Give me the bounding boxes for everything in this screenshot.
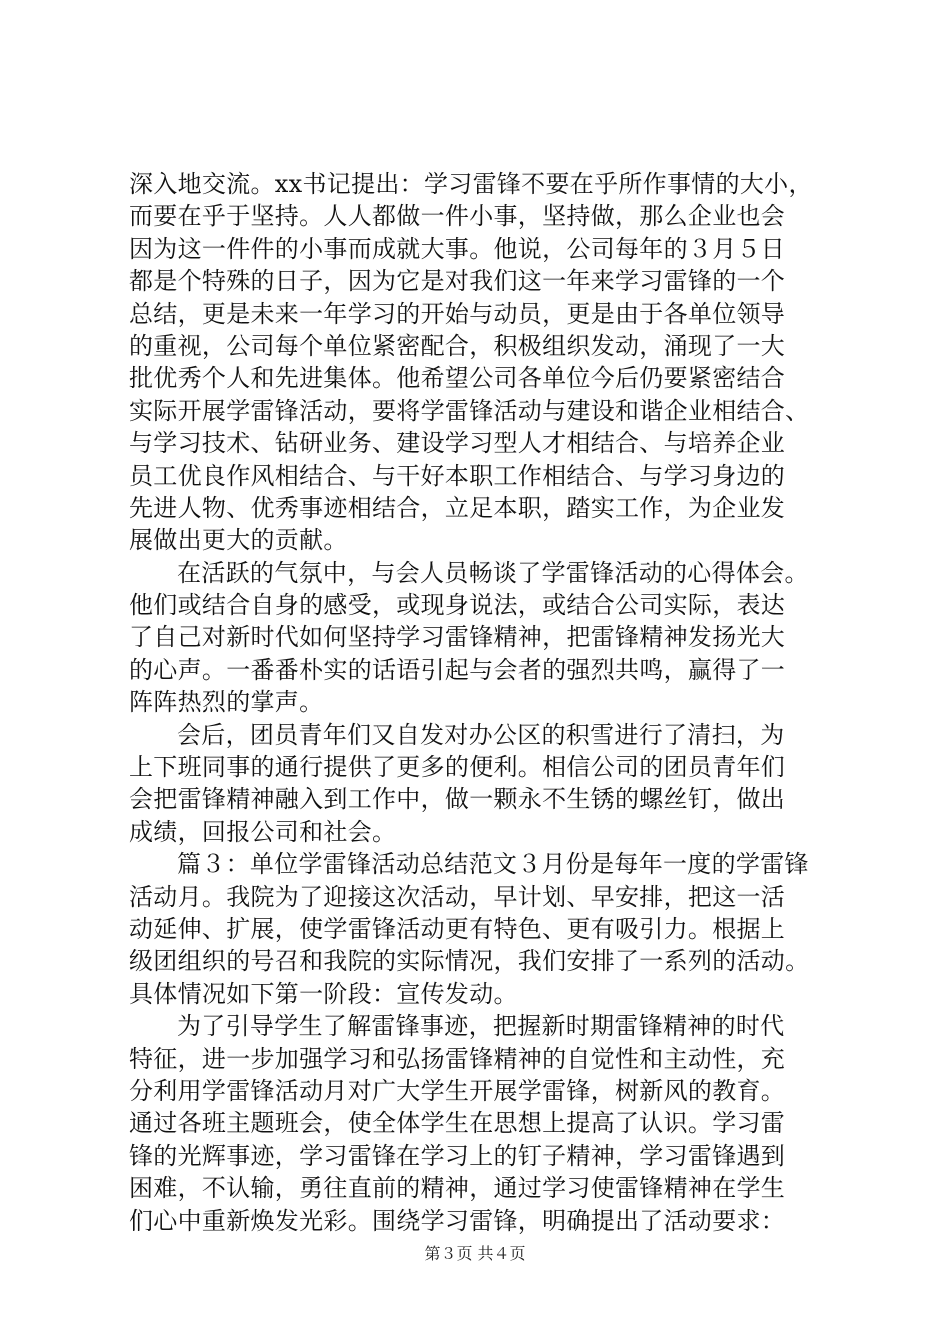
text-line: 都是个特殊的日子，因为它是对我们这一年来学习雷锋的一个: [129, 267, 786, 296]
text-line: 阵阵热烈的掌声。: [129, 688, 324, 717]
text-line: 在活跃的气氛中，与会人员畅谈了学雷锋活动的心得体会。: [177, 558, 809, 587]
text-line: 实际开展学雷锋活动，要将学雷锋活动与建设和谐企业相结合、: [129, 396, 810, 425]
text-line: 的重视，公司每个单位紧密配合，积极组织发动，涌现了一大: [129, 331, 786, 360]
text-line: 特征，进一步加强学习和弘扬雷锋精神的自觉性和主动性，充: [129, 1044, 786, 1073]
text-line: 的心声。一番番朴实的话语引起与会者的强烈共鸣，赢得了一: [129, 655, 786, 684]
paragraph: [129, 848, 829, 1010]
text-line: 上下班同事的通行提供了更多的便利。相信公司的团员青年们: [129, 753, 786, 782]
text-line: 深入地交流。xx书记提出：学习雷锋不要在乎所作事情的大小，: [129, 170, 813, 198]
text-line: 活动月。我院为了迎接这次活动，早计划、早安排，把这一活: [129, 882, 786, 911]
text-line: 批优秀个人和先进集体。他希望公司各单位今后仍要紧密结合: [129, 364, 786, 393]
text-line: 因为这一件件的小事而成就大事。他说，公司每年的３月５日: [129, 234, 786, 263]
text-line: 们心中重新焕发光彩。围绕学习雷锋，明确提出了活动要求：: [129, 1206, 786, 1235]
text-line: 锋的光辉事迹，学习雷锋在学习上的钉子精神，学习雷锋遇到: [129, 1141, 786, 1170]
paragraph: [129, 168, 829, 557]
text-line: 而要在乎于坚持。人人都做一件小事，坚持做，那么企业也会: [129, 202, 786, 231]
text-line: 成绩，回报公司和社会。: [129, 817, 397, 846]
text-line: 通过各班主题班会，使全体学生在思想上提高了认识。学习雷: [129, 1109, 786, 1138]
text-line: 级团组织的号召和我院的实际情况，我们安排了一系列的活动。: [129, 947, 810, 976]
text-line: 为了引导学生了解雷锋事迹，把握新时期雷锋精神的时代: [177, 1012, 785, 1041]
text-line: 先进人物、优秀事迹相结合，立足本职，踏实工作，为企业发: [129, 493, 786, 522]
page-footer: 第３页 共４页: [424, 1244, 526, 1263]
text-line: 篇３：单位学雷锋活动总结范文３月份是每年一度的学雷锋: [177, 850, 809, 879]
text-line: 困难，不认输，勇往直前的精神，通过学习使雷锋精神在学生: [129, 1174, 786, 1203]
paragraph: [129, 557, 829, 719]
text-line: 与学习技术、钻研业务、建设学习型人才相结合、与培养企业: [129, 429, 786, 458]
document-body: [129, 168, 829, 1237]
paragraph: [129, 1010, 829, 1237]
text-line: 会后，团员青年们又自发对办公区的积雪进行了清扫，为: [177, 720, 785, 749]
paragraph: [129, 719, 829, 849]
text-line: 展做出更大的贡献。: [129, 526, 348, 555]
text-line: 分利用学雷锋活动月对广大学生开展学雷锋，树新风的教育。: [129, 1076, 786, 1105]
text-line: 了自己对新时代如何坚持学习雷锋精神，把雷锋精神发扬光大: [129, 623, 786, 652]
text-line: 具体情况如下第一阶段：宣传发动。: [129, 979, 518, 1008]
text-line: 总结，更是未来一年学习的开始与动员，更是由于各单位领导: [129, 299, 786, 328]
text-line: 员工优良作风相结合、与干好本职工作相结合、与学习身边的: [129, 461, 786, 490]
text-line: 他们或结合自身的感受，或现身说法，或结合公司实际，表达: [129, 591, 786, 620]
text-line: 会把雷锋精神融入到工作中，做一颗永不生锈的螺丝钉，做出: [129, 785, 786, 814]
text-line: 动延伸、扩展，使学雷锋活动更有特色、更有吸引力。根据上: [129, 914, 786, 943]
